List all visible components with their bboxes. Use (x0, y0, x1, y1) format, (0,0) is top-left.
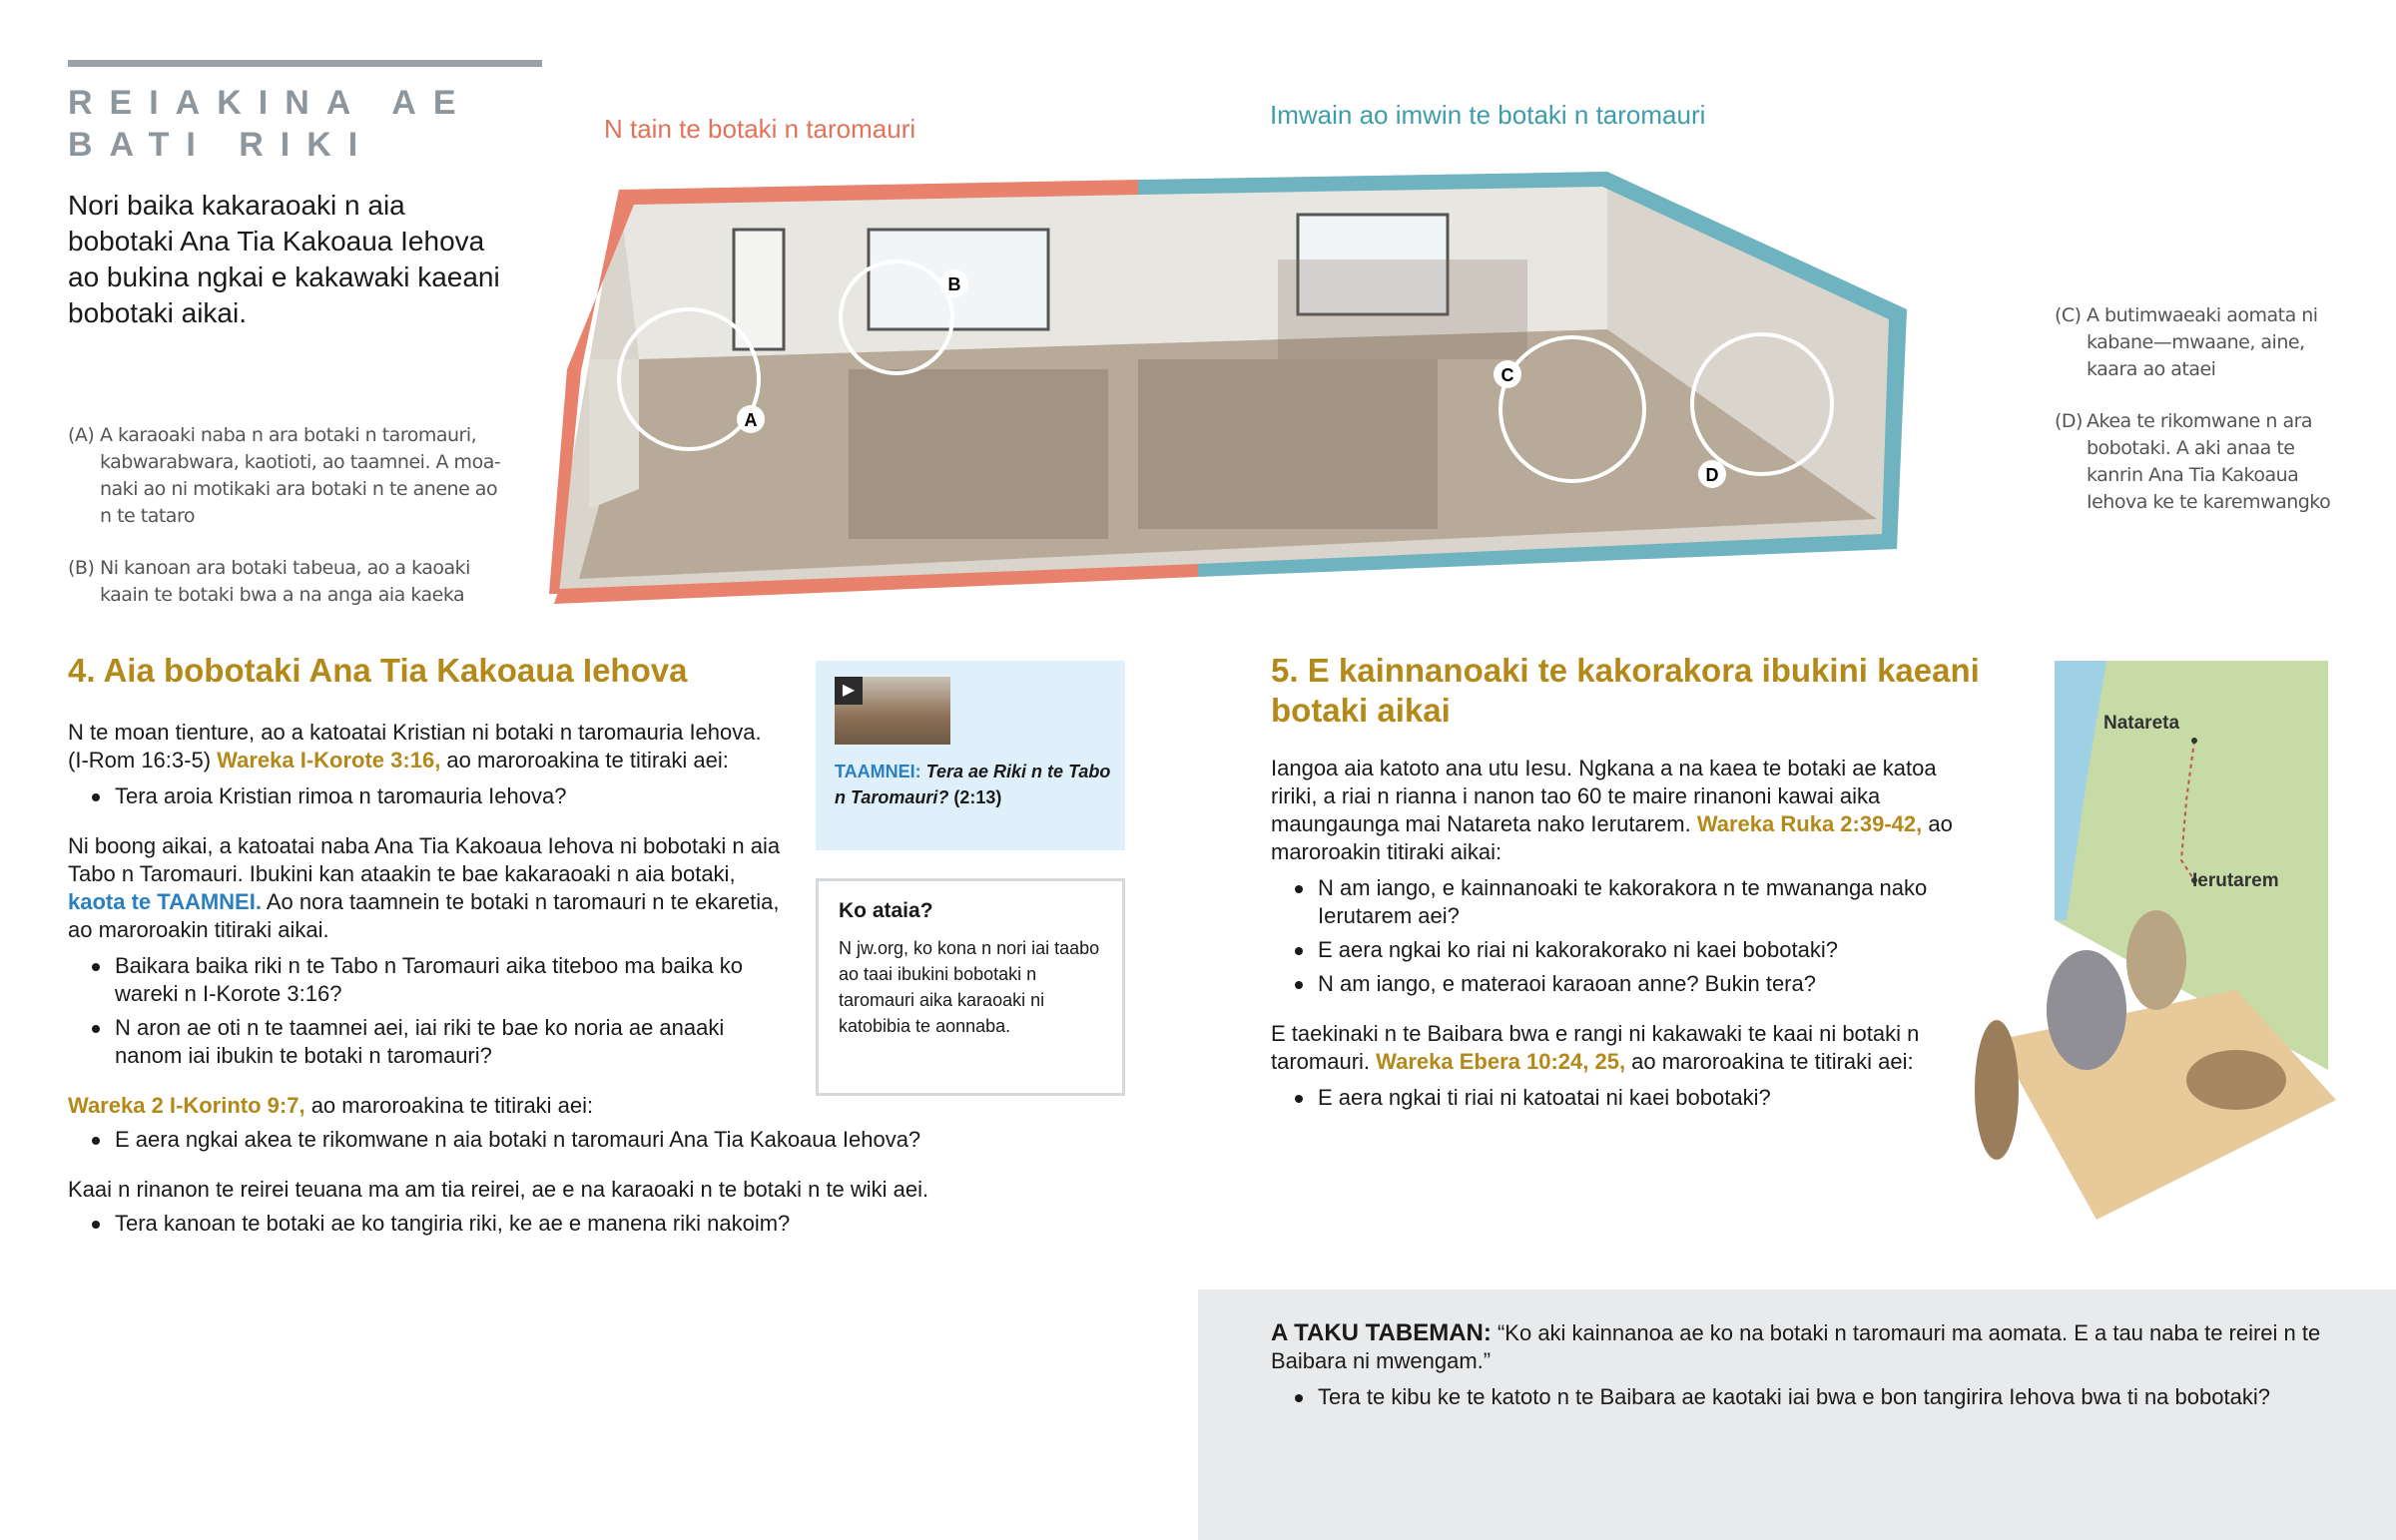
paragraph (68, 832, 787, 944)
video-link[interactable]: kaota te TAAMNEI. (68, 889, 262, 914)
question: Tera te kibu ke te katoto n te Baibara ae kaotaki iai bwa e bon tangirira Iehova bwa ti na bobotaki? (1271, 1383, 2379, 1411)
text: Iangoa aia katoto ana utu Iesu. Ngkana a na kaea te botaki ae katoa ririki, a riai n rianna i nanon tao 60 te maire rinanoni kawai aika maungaunga mai Natareta nako Ierutarem. (1271, 756, 1937, 836)
question: E aera ngkai ko riai ni kakorakorako ni kaei bobotaki? (1271, 936, 1970, 964)
question: E aera ngkai ti riai ni katoatai ni kaei bobotaki? (1271, 1084, 1970, 1112)
paragraph (68, 1092, 787, 1120)
paragraph: Kaai n rinanon te reirei teuana ma am tia reirei, ae e na karaoaki n te botaki n te wiki aei. (68, 1177, 929, 1202)
marker-b: B (947, 274, 961, 294)
lesson-intro: Nori baika kakaraoaki n aia bobotaki Ana Tia Kakoaua Iehova ao bukina ngkai e kakawaki kaeani bobotaki aikai. (68, 190, 500, 328)
section-4-heading: 4. Aia bobotaki Ana Tia Kakoaua Iehova (68, 652, 688, 689)
section-5-heading: 5. E kainnanoaki te kakorakora ibukini kaeani botaki aikai (1271, 652, 1980, 729)
lesson-kicker: REIAKINA AE BATI RIKI (68, 84, 473, 164)
note-label: (B) (68, 557, 95, 579)
note-text: Ni kanoan ara botaki tabeua, ao a kaoaki kaain te botaki bwa a na anga aia kaeka (100, 557, 470, 606)
video-title: Tera ae Riki n te Tabo n Taromauri? (835, 762, 1111, 807)
objection-label: A TAKU TABEMAN: (1271, 1319, 1492, 1346)
caption-before-after: Imwain ao imwin te botaki n taromauri (1270, 100, 1706, 130)
journey-map-illustration (1937, 661, 2376, 1230)
note-text: Akea te rikomwane n ara bobotaki. A aki anaa te kanrin Ana Tia Kakoaua Iehova ke te karemwangko (2087, 410, 2331, 513)
box-text: N jw.org, ko kona n nori iai taabo ao taai ibukini bobotaki n taromauri aika karaoaki ni katobibia te aonnaba. (839, 938, 1100, 1036)
map-label-nazareth: Natareta (2103, 713, 2180, 734)
scripture-link[interactable]: Wareka 2 I-Korinto 9:7, (68, 1093, 305, 1118)
scripture-link[interactable]: Wareka I-Korote 3:16, (217, 748, 441, 772)
marker-a: A (744, 410, 758, 430)
text: ao maroroakina te titiraki aei: (304, 1093, 594, 1118)
text: ao maroroakin titiraki aikai: (1271, 811, 1953, 864)
text: E taekinaki n te Baibara bwa e rangi ni kakawaki te kaai ni botaki n taromauri. (1271, 1021, 1920, 1074)
note-label: (C) (2055, 304, 2082, 326)
note-b (68, 555, 507, 609)
paragraph (1271, 1020, 1970, 1076)
did-you-know-box (816, 878, 1125, 1096)
text: Ao nora taamnein te botaki n taromauri n te ekaretia, ao maroroakin titiraki aikai. (68, 889, 780, 942)
question: Tera kanoan te botaki ae ko tangiria riki, ke ae e manena riki nakoim? (68, 1210, 1066, 1238)
text: N te moan tienture, ao a katoatai Kristian ni botaki n taromauria Iehova. (I-Rom 16:3-5) (68, 720, 762, 772)
objection-content (1271, 1319, 2329, 1411)
text: Ni boong aikai, a katoatai naba Ana Tia Kakoaua Iehova ni bobotaki n aia Tabo n Taromauri. Ibukini kan ataakin te bae kakaraoaki n aia botaki, (68, 833, 781, 886)
caption-during-meeting: N tain te botaki n taromauri (604, 114, 916, 144)
question: Baikara baika riki n te Tabo n Taromauri aika titeboo ma baika ko wareki n I-Korote 3:16? (68, 952, 787, 1008)
note-label: (D) (2055, 410, 2083, 432)
box-title: Ko ataia? (839, 899, 933, 922)
note-label: (A) (68, 424, 95, 446)
note-d (2055, 408, 2354, 516)
paragraph (68, 719, 787, 774)
play-icon[interactable]: ▶ (835, 677, 863, 705)
video-caption[interactable] (835, 759, 1114, 810)
question: E aera ngkai akea te rikomwane n aia botaki n taromauri Ana Tia Kakoaua Iehova? (68, 1126, 1066, 1154)
question: N am iango, e materaoi karaoan anne? Bukin tera? (1271, 970, 1970, 998)
objection-quote: “Ko aki kainnanoa ae ko na botaki n taromauri ma aomata. E a tau naba te reirei n te Baibara ni mwengam.” (1271, 1320, 2321, 1373)
kingdom-hall-illustration (519, 160, 1967, 609)
note-text: A butimwaeaki aomata ni kabane—mwaane, aine, kaara ao ataei (2087, 304, 2318, 380)
note-c (2055, 302, 2354, 383)
scripture-link[interactable]: Wareka Ebera 10:24, 25, (1376, 1049, 1626, 1074)
note-a (68, 422, 507, 530)
text: ao maroroakina te titiraki aei: (440, 748, 729, 772)
paragraph (1271, 755, 1970, 866)
question: N aron ae oti n te taamnei aei, iai riki te bae ko noria ae anaaki nanom iai ibukin te botaki n taromauri? (68, 1014, 787, 1070)
marker-c: C (1500, 365, 1514, 385)
map-label-jerusalem: Ierutarem (2192, 870, 2279, 891)
question: N am iango, e kainnanoaki te kakorakora n te mwananga nako Ierutarem aei? (1271, 874, 1970, 930)
question: Tera aroia Kristian rimoa n taromauria Iehova? (68, 782, 787, 810)
video-label: TAAMNEI: (835, 762, 921, 781)
text: ao maroroakina te titiraki aei: (1625, 1049, 1914, 1074)
marker-d: D (1705, 465, 1719, 485)
scripture-link[interactable]: Wareka Ruka 2:39-42, (1696, 811, 1923, 836)
note-text: A karaoaki naba n ara botaki n taromauri, kabwarabwara, kaotioti, ao taamnei. A moa-naki ao ni motikaki ara botaki n te anene ao n te tataro (100, 424, 501, 527)
header-rule (68, 60, 542, 67)
section-5-body (1271, 755, 1970, 1120)
video-duration: (2:13) (953, 787, 1002, 807)
